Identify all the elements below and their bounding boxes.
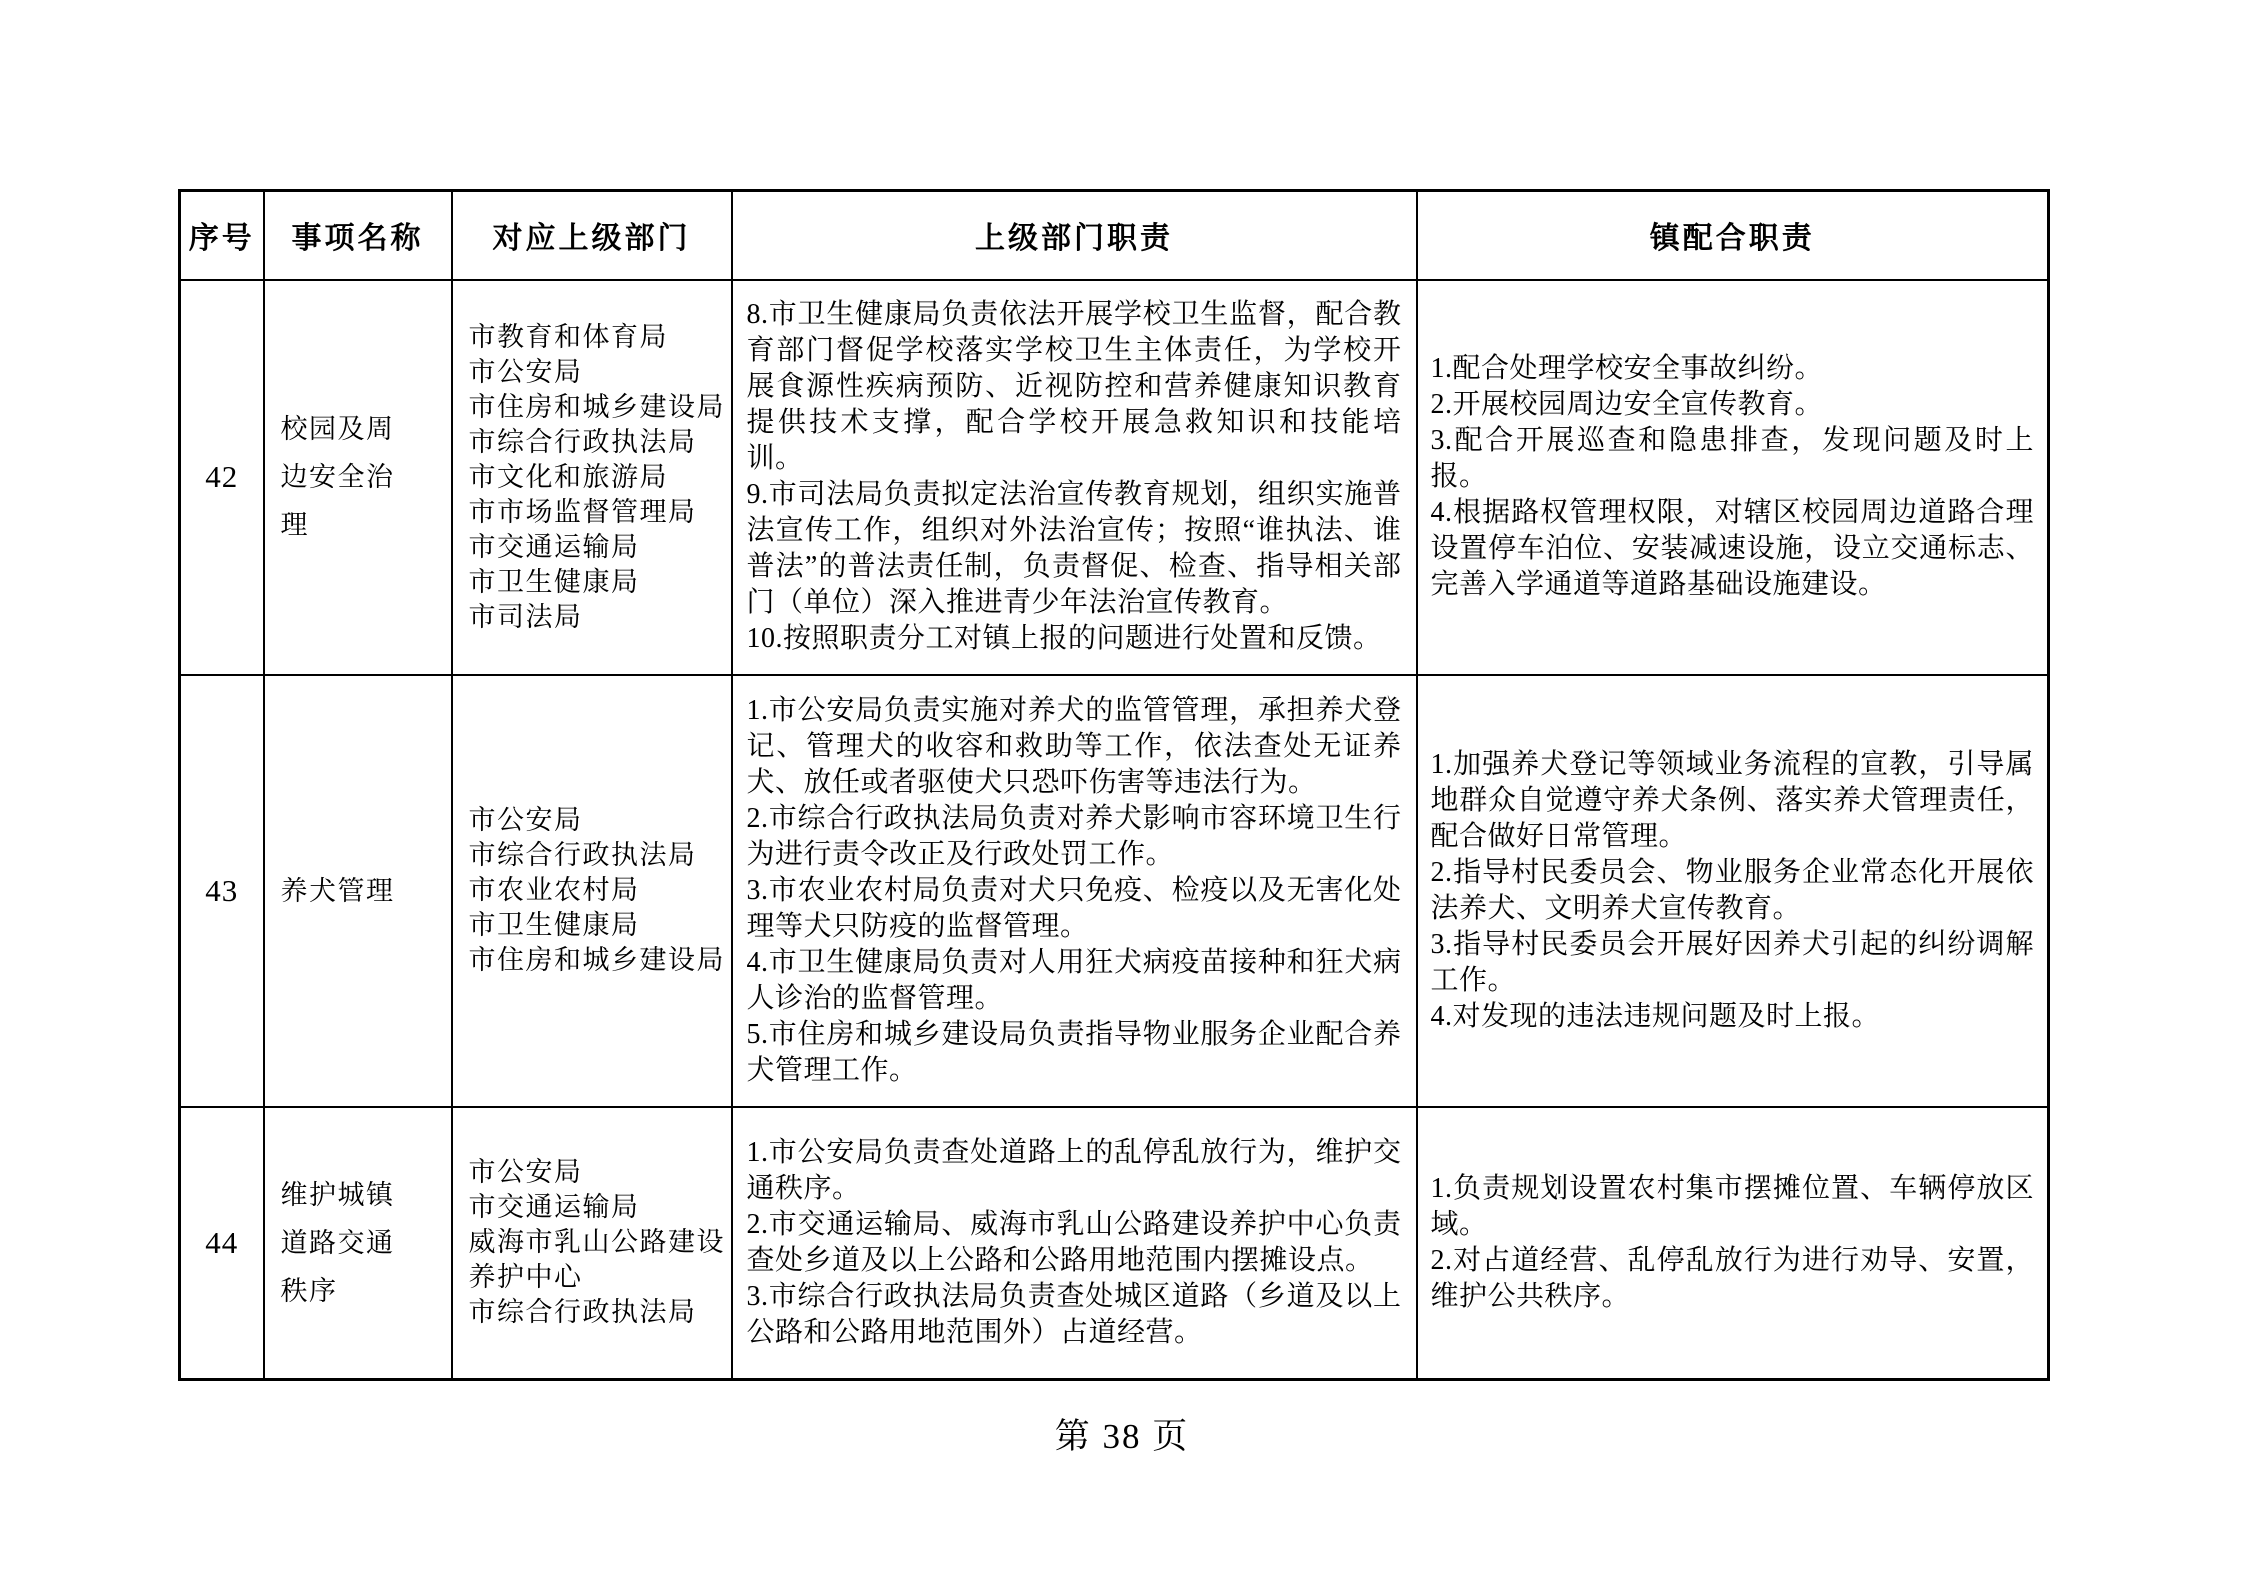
header-row	[180, 191, 2049, 280]
text-line: 市交通运输局	[468, 1192, 640, 1223]
text-line: 3.配合开展巡查和隐患排查，发现问题及时上报。	[1430, 425, 2034, 492]
text-line: 1.负责规划设置农村集市摆摊位置、车辆停放区域。	[1430, 1172, 2034, 1240]
row-number-cell: 43	[180, 675, 264, 1107]
text-line: 2.市交通运输局、威海市乳山公路建设养护中心负责查处乡道及以上公路和公路用地范围内摆摊设点。	[746, 1208, 1402, 1276]
responsibility-table	[178, 189, 2050, 1381]
text-line: 2.对占道经营、乱停乱放行为进行劝导、安置，维护公共秩序。	[1430, 1244, 2034, 1312]
departments-cell	[452, 280, 732, 675]
text-line: 3.市农业农村局负责对犬只免疫、检疫以及无害化处理等犬只防疫的监督管理。	[746, 874, 1402, 942]
text-line: 市住房和城乡建设局	[468, 945, 725, 975]
text-line: 1.市公安局负责实施对养犬的监管管理，承担养犬登记、管理犬的收容和救助等工作，依法查处无证养犬、放任或者驱使犬只恐吓伤害等违法行为。	[746, 694, 1402, 798]
departments-cell	[452, 1107, 732, 1380]
table-row-42	[180, 280, 2049, 675]
superior-duties-cell	[732, 675, 1417, 1107]
col-header-item-name: 事项名称	[264, 191, 452, 280]
text-line: 市综合行政执法局	[468, 1297, 697, 1328]
text-line: 市公安局	[468, 805, 583, 835]
text-line: 市交通运输局	[468, 531, 640, 562]
text-line: 市市场监督管理局	[468, 496, 697, 527]
text-line: 市农业农村局	[468, 875, 640, 905]
town-duties-cell	[1417, 1107, 2049, 1380]
text-line: 1.配合处理学校安全事故纠纷。	[1430, 353, 1824, 384]
table-row-43	[180, 675, 2049, 1107]
text-line: 9.市司法局负责拟定法治宣传教育规划，组织实施普法宣传工作，组织对外法治宣传；按照“谁执法、谁普法”的普法责任制，负责督促、检查、指导相关部门（单位）深入推进青少年法治宣传教育。	[746, 479, 1402, 618]
text-line: 市文化和旅游局	[468, 461, 668, 492]
superior-duties-cell	[732, 280, 1417, 675]
text-line: 4.对发现的违法违规问题及时上报。	[1430, 1000, 1881, 1032]
item-name-cell: 校园及周边安全治理	[264, 280, 452, 675]
text-line: 1.加强养犬登记等领域业务流程的宣教，引导属地群众自觉遵守养犬条例、落实养犬管理责任，配合做好日常管理。	[1430, 748, 2034, 852]
text-line: 市司法局	[468, 601, 583, 632]
superior-duties-cell	[732, 1107, 1417, 1380]
town-duties-cell	[1417, 280, 2049, 675]
text-line: 2.开展校园周边安全宣传教育。	[1430, 389, 1824, 420]
text-line: 市公安局	[468, 1157, 583, 1188]
text-line: 2.指导村民委员会、物业服务企业常态化开展依法养犬、文明养犬宣传教育。	[1430, 856, 2034, 924]
text-line: 4.市卫生健康局负责对人用狂犬病疫苗接种和狂犬病人诊治的监督管理。	[746, 946, 1402, 1014]
text-line: 市卫生健康局	[468, 910, 640, 940]
row-number-cell: 42	[180, 280, 264, 675]
text-line: 3.指导村民委员会开展好因养犬引起的纠纷调解工作。	[1430, 928, 2034, 996]
item-name-cell: 维护城镇道路交通秩序	[264, 1107, 452, 1380]
row-number-cell: 44	[180, 1107, 264, 1380]
text-line: 3.市综合行政执法局负责查处城区道路（乡道及以上公路和公路用地范围外）占道经营。	[746, 1280, 1402, 1348]
text-line: 10.按照职责分工对镇上报的问题进行处置和反馈。	[746, 623, 1382, 654]
town-duties-cell	[1417, 675, 2049, 1107]
page-number: 第 38 页	[1054, 1417, 1190, 1456]
text-line: 市综合行政执法局	[468, 426, 697, 457]
text-line: 威海市乳山公路建设养护中心	[468, 1227, 725, 1293]
table-row-44	[180, 1107, 2049, 1380]
text-line: 市教育和体育局	[468, 321, 668, 352]
col-header-superior-duties: 上级部门职责	[732, 191, 1417, 280]
departments-cell	[452, 675, 732, 1107]
text-line: 市公安局	[468, 356, 583, 387]
text-line: 市住房和城乡建设局	[468, 391, 725, 422]
text-line: 市卫生健康局	[468, 566, 640, 597]
text-line: 2.市综合行政执法局负责对养犬影响市容环境卫生行为进行责令改正及行政处罚工作。	[746, 802, 1402, 870]
text-line: 市综合行政执法局	[468, 840, 697, 870]
item-name-cell: 养犬管理	[264, 675, 452, 1107]
text-line: 4.根据路权管理权限，对辖区校园周边道路合理设置停车泊位、安装减速设施，设立交通标志、完善入学通道等道路基础设施建设。	[1430, 497, 2034, 600]
col-header-town-duties: 镇配合职责	[1417, 191, 2049, 280]
col-header-index: 序号	[180, 191, 264, 280]
text-line: 5.市住房和城乡建设局负责指导物业服务企业配合养犬管理工作。	[746, 1018, 1402, 1086]
col-header-superior-departments: 对应上级部门	[452, 191, 732, 280]
text-line: 8.市卫生健康局负责依法开展学校卫生监督，配合教育部门督促学校落实学校卫生主体责任，为学校开展食源性疾病预防、近视防控和营养健康知识教育提供技术支撑，配合学校开展急救知识和技能培训。	[746, 299, 1402, 474]
text-line: 1.市公安局负责查处道路上的乱停乱放行为，维护交通秩序。	[746, 1136, 1402, 1204]
